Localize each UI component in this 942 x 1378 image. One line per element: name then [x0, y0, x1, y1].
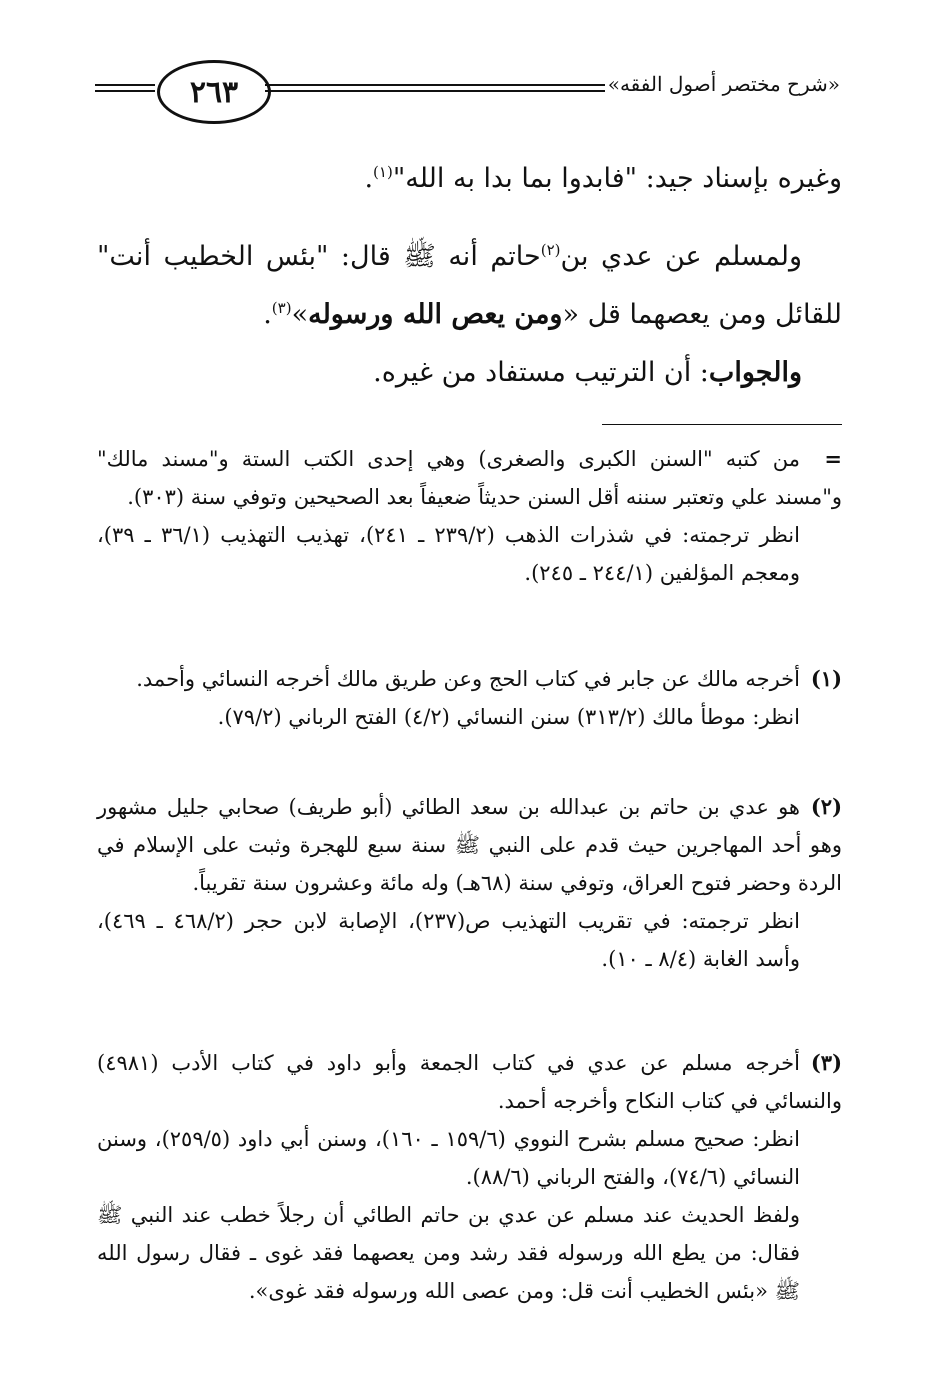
- footnote-2-ref: انظر ترجمته: في تقريب التهذيب ص(٢٣٧)، الإصابة لابن حجر (٤٦٨/٢ ـ ٤٦٩)، وأسد الغابة (٨/٤ ـ ١٠).: [97, 909, 800, 971]
- paragraph-2-end: .: [263, 299, 272, 330]
- footnote-continued: [97, 440, 842, 592]
- paragraph-2-text-a: ولمسلم عن عدي بن: [560, 241, 802, 272]
- footnote-1-marker: (١): [810, 666, 842, 691]
- book-title: «شرح مختصر أصول الفقه»: [607, 72, 840, 96]
- footnote-ref-2: (٢): [540, 241, 561, 259]
- footnote-3-marker: (٣): [810, 1050, 842, 1075]
- footnote-continued-ref: انظر ترجمته: في شذرات الذهب (٢٣٩/٢ ـ ٢٤١)، تهذيب التهذيب (٣٦/١ ـ ٣٩)، ومعجم المؤلفين (٢٤٤/١ ـ ٢٤٥).: [97, 523, 800, 585]
- footnote-2-text: (٢)هو عدي بن حاتم بن عبدالله بن سعد الطائي (أبو طريف) صحابي جليل مشهور وهو أحد المهاجرين حيث قدم على النبي ﷺ سنة سبع للهجرة وثبت على الإسلام في الردة وحضر فتوح العراق، وتوفي سنة (٦٨هـ) وله مائة وعشرون سنة تقريباً.: [97, 788, 842, 902]
- header-rule-right: [265, 84, 605, 92]
- header-rule-left: [95, 84, 155, 92]
- paragraph-2-text-b: حاتم أنه ﷺ قال: "بئس الخطيب أنت" للقائل ومن يعصهما قل «: [97, 241, 842, 330]
- paragraph-1-end: .: [364, 163, 374, 194]
- footnote-3-hadith: ولفظ الحديث عند مسلم عن عدي بن حاتم الطائي أن رجلاً خطب عند النبي ﷺ فقال: من يطع الله ورسوله فقد رشد ومن يعصهما فقد غوى ـ فقال رسول الله ﷺ «بئس الخطيب أنت قل: ومن عصى الله ورسوله فقد غوى».: [97, 1203, 800, 1303]
- footnote-2: [97, 788, 842, 978]
- footnote-divider: [602, 424, 842, 425]
- paragraph-2: [97, 228, 842, 344]
- footnote-ref-3: (٣): [271, 299, 292, 317]
- footnote-2-marker: (٢): [810, 794, 842, 819]
- footnote-1-text: (١)أخرجه مالك عن جابر في كتاب الحج وعن طريق مالك أخرجه النسائي وأحمد.: [97, 660, 842, 698]
- page-header: [95, 58, 840, 130]
- page-number: ٢٦٣: [157, 60, 271, 124]
- footnote-3-ref: انظر: صحيح مسلم بشرح النووي (١٥٩/٦ ـ ١٦٠)، وسنن أبي داود (٢٥٩/٥)، وسنن النسائي (٧٤/٦)، والفتح الرباني (٨٨/٦).: [97, 1127, 800, 1189]
- footnote-ref-1: (١): [373, 163, 393, 181]
- footnote-3: [97, 1044, 842, 1310]
- footnote-continued-text: =من كتبه "السنن الكبرى والصغرى) وهي إحدى الكتب الستة و"مسند مالك" و"مسند علي وتعتبر سننه أقل السنن حديثاً ضعيفاً بعد الصحيحين وتوفي سنة (٣٠٣).: [97, 440, 842, 516]
- paragraph-2-text-c: »: [291, 299, 309, 330]
- footnote-1-ref: انظر: موطأ مالك (٣١٣/٢) سنن النسائي (٤/٢) الفتح الرباني (٧٩/٢).: [217, 705, 800, 729]
- paragraph-3: [97, 344, 842, 402]
- footnote-continued-marker: =: [824, 446, 842, 471]
- paragraph-1-text: وغيره بإسناد جيد: "فابدوا بما بدا به الله": [392, 163, 842, 194]
- answer-label: والجواب: [708, 357, 802, 388]
- answer-text: : أن الترتيب مستفاد من غيره.: [373, 357, 709, 388]
- paragraph-1: [97, 150, 842, 208]
- footnote-1: [97, 660, 842, 736]
- footnote-3-text: (٣)أخرجه مسلم عن عدي في كتاب الجمعة وأبو داود في كتاب الأدب (٤٩٨١) والنسائي في كتاب النكاح وأخرجه أحمد.: [97, 1044, 842, 1120]
- paragraph-2-quote: ومن يعص الله ورسوله: [308, 299, 563, 330]
